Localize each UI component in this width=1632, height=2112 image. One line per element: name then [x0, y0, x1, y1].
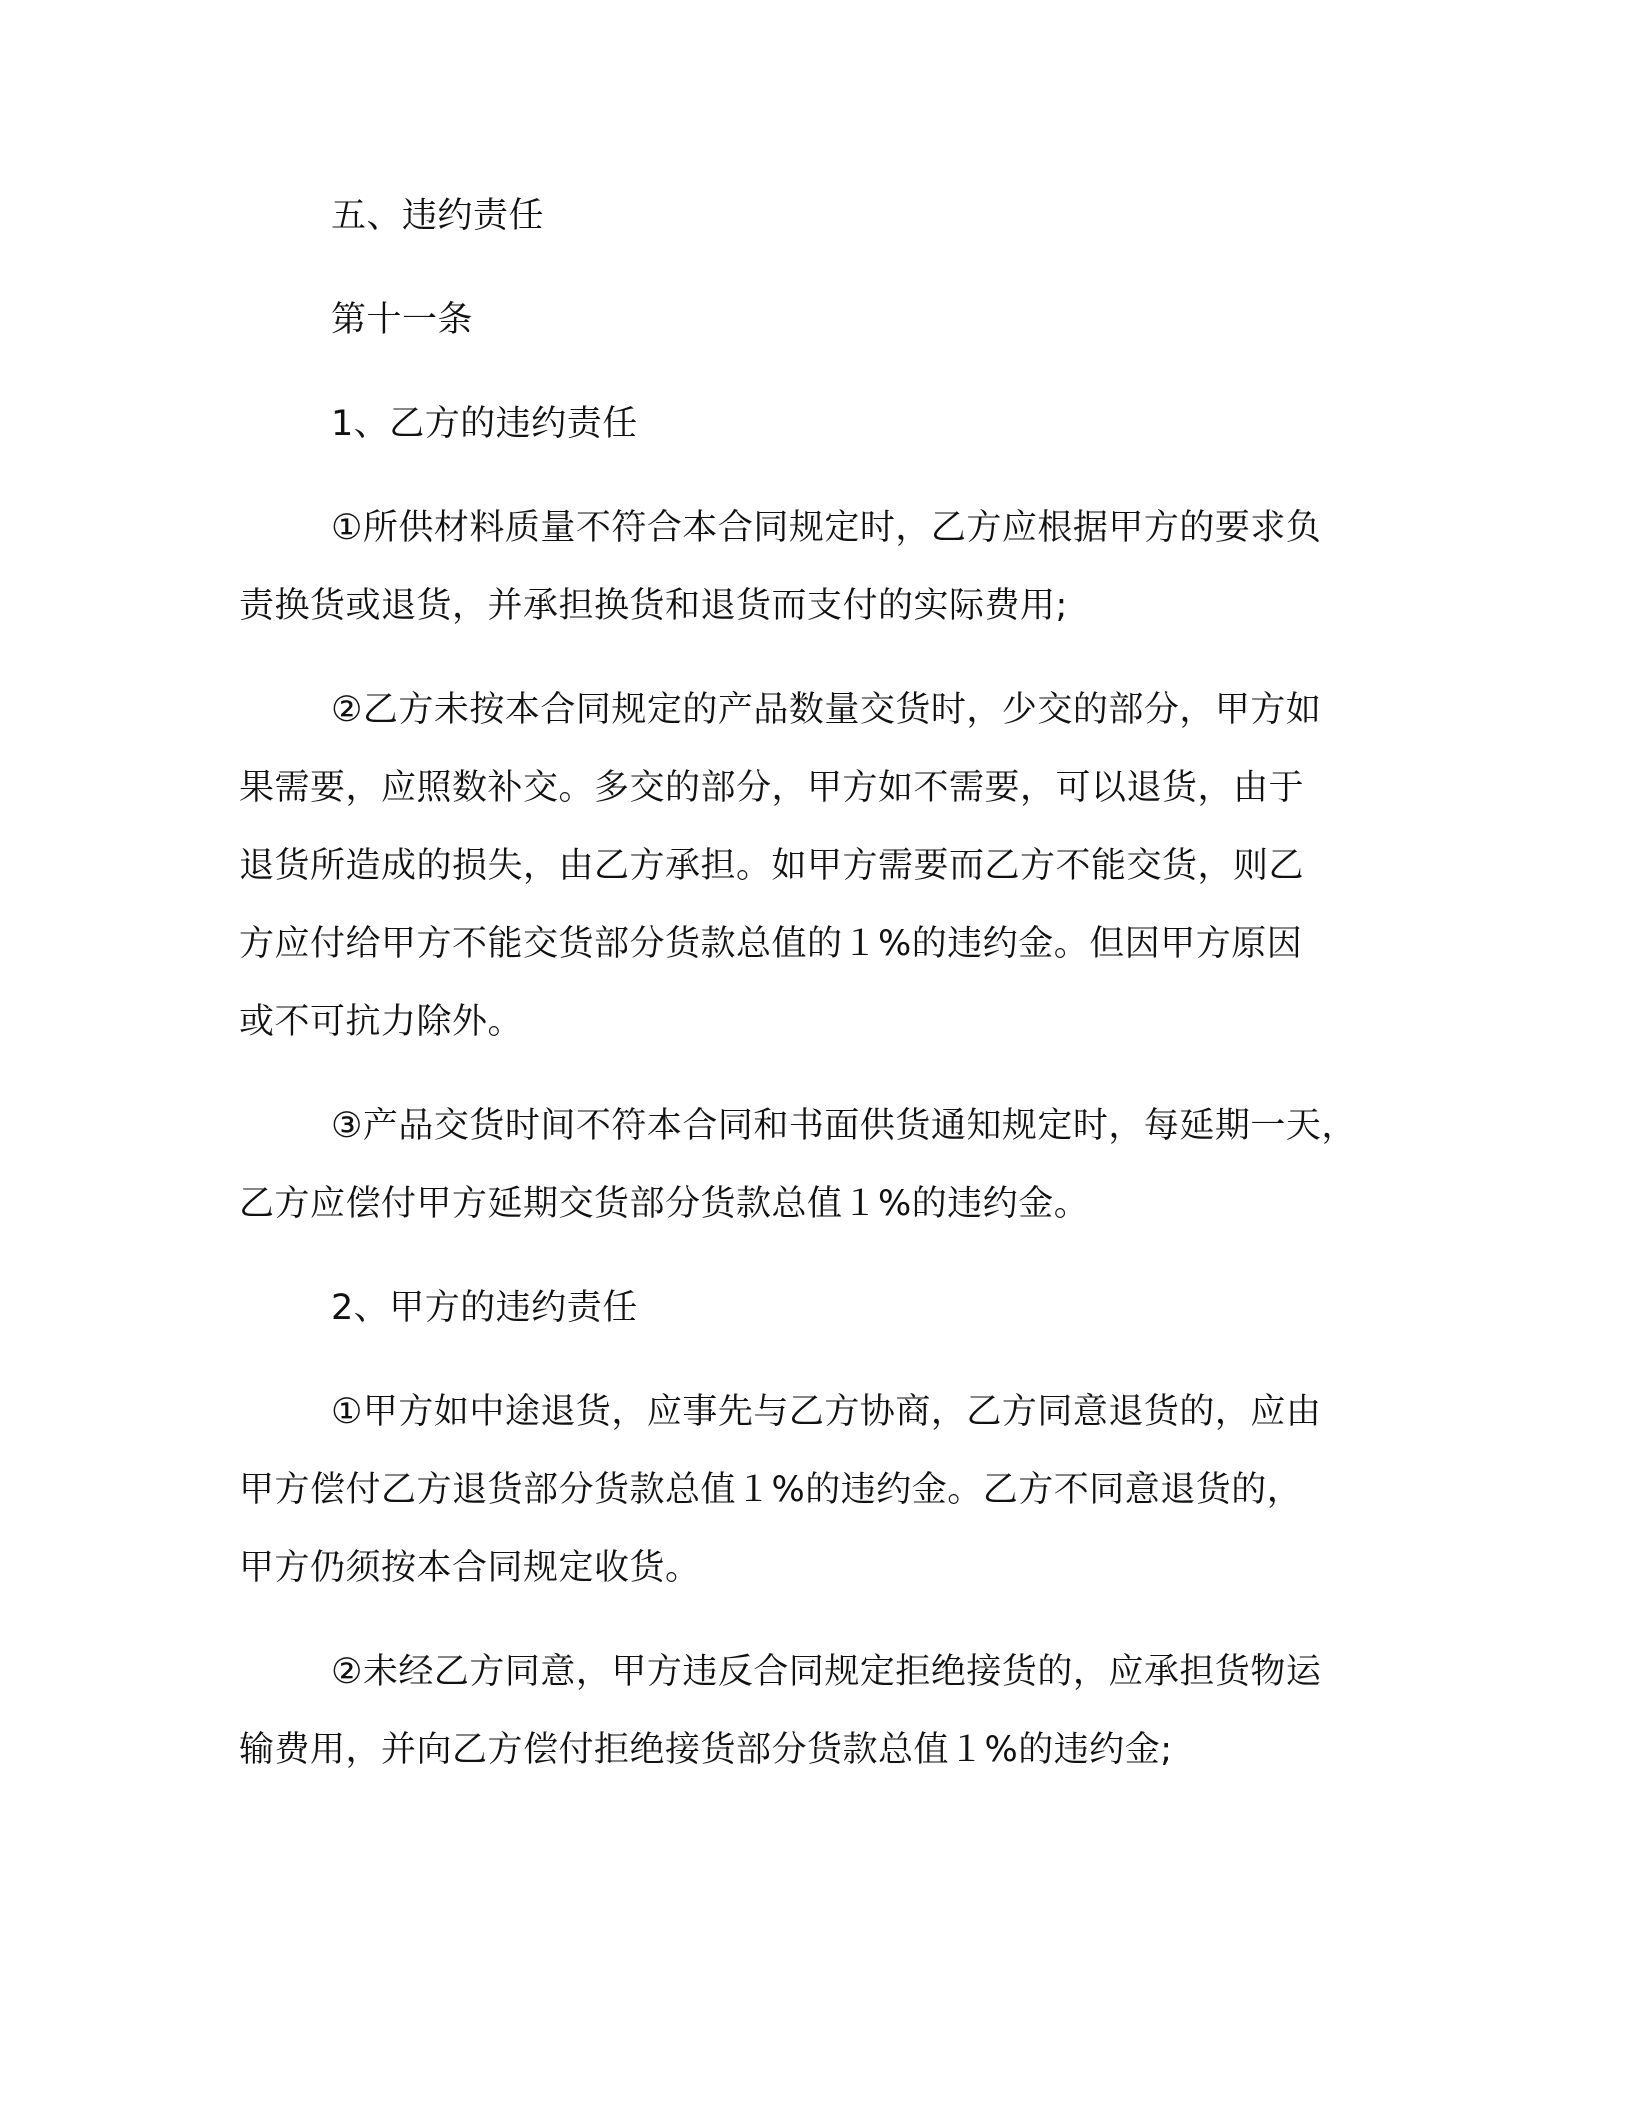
clause-line: 或不可抗力除外。: [239, 1002, 524, 1042]
clause-line: ③产品交货时间不符本合同和书面供货通知规定时，每延期一天，: [331, 1106, 1357, 1146]
article-heading: 第十一条: [331, 300, 474, 340]
clause-line: 退货所造成的损失，由乙方承担。如甲方需要而乙方不能交货，则乙: [239, 846, 1305, 886]
clause-line: 甲方偿付乙方退货部分货款总值１%的违约金。乙方不同意退货的，: [239, 1470, 1303, 1510]
clause-line: ①甲方如中途退货，应事先与乙方协商，乙方同意退货的，应由: [331, 1392, 1322, 1432]
clause-line: ②未经乙方同意，甲方违反合同规定拒绝接货的，应承担货物运: [331, 1652, 1322, 1692]
clause-line: 责换货或退货，并承担换货和退货而支付的实际费用;: [239, 586, 1068, 626]
clause-line: 输费用，并向乙方偿付拒绝接货部分货款总值１%的违约金;: [239, 1730, 1173, 1770]
party-a-heading: 2、甲方的违约责任: [331, 1288, 638, 1328]
clause-line: 甲方仍须按本合同规定收货。: [239, 1548, 701, 1588]
clause-line: ①所供材料质量不符合本合同规定时，乙方应根据甲方的要求负: [331, 508, 1322, 548]
party-b-heading: 1、乙方的违约责任: [331, 404, 638, 444]
clause-line: 果需要，应照数补交。多交的部分，甲方如不需要，可以退货，由于: [239, 768, 1305, 808]
section-heading: 五、违约责任: [331, 196, 545, 236]
clause-line: 乙方应偿付甲方延期交货部分货款总值１%的违约金。: [239, 1184, 1090, 1224]
clause-line: 方应付给甲方不能交货部分货款总值的１%的违约金。但因甲方原因: [239, 924, 1303, 964]
clause-line: ②乙方未按本合同规定的产品数量交货时，少交的部分，甲方如: [331, 690, 1322, 730]
